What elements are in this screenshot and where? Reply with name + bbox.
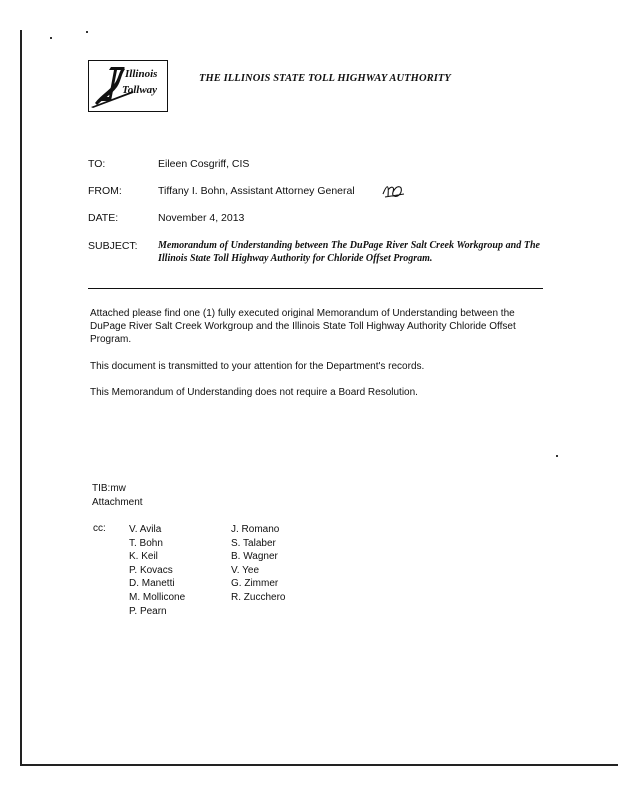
typist-initials: TIB:mw — [92, 483, 126, 494]
body-paragraph-1: Attached please find one (1) fully executed original Memorandum of Understanding between the DuPage River Salt Creek Workgroup and the Illinois State Toll Highway Authority Chloride Offset Program. — [90, 308, 516, 345]
initials-signature — [381, 180, 407, 200]
scan-speck — [50, 37, 52, 39]
cc-column-1 — [129, 523, 185, 618]
scan-speck — [86, 31, 88, 33]
cc-recipient: B. Wagner — [231, 551, 278, 563]
cc-recipient: V. Avila — [129, 524, 162, 535]
cc-recipient: K. Keil — [129, 551, 158, 563]
body-paragraph-2: This document is transmitted to your attention for the Department's records. — [90, 361, 425, 372]
cc-column-2 — [231, 523, 285, 605]
from-value: Tiffany I. Bohn, Assistant Attorney General — [158, 185, 355, 197]
cc-recipient: M. Mollicone — [129, 591, 186, 603]
cc-recipient: D. Manetti — [129, 578, 175, 590]
header-divider — [88, 288, 543, 289]
cc-recipient: J. Romano — [231, 524, 280, 535]
subject-label: SUBJECT: — [88, 240, 138, 252]
logo-text-line2: Tollway — [122, 84, 158, 96]
body-paragraph-3: This Memorandum of Understanding does not require a Board Resolution. — [90, 387, 418, 398]
cc-recipient: S. Talaber — [231, 537, 276, 549]
date-value: November 4, 2013 — [158, 212, 245, 224]
cc-recipient: R. Zucchero — [231, 591, 286, 603]
agency-name: THE ILLINOIS STATE TOLL HIGHWAY AUTHORITY — [199, 73, 451, 84]
cc-label: cc: — [93, 523, 106, 534]
scan-border-left — [20, 30, 22, 765]
scan-border-bottom — [20, 764, 618, 766]
cc-recipient: G. Zimmer — [231, 578, 279, 590]
logo-text-line1: Illinois — [125, 68, 158, 80]
cc-recipient: P. Kovacs — [129, 564, 173, 576]
subject-value: Memorandum of Understanding between The DuPage River Salt Creek Workgroup and The Illinois State Toll Highway Authority for Chloride Offset Program. — [158, 240, 540, 264]
cc-recipient: T. Bohn — [129, 537, 163, 549]
to-label: TO: — [88, 158, 106, 170]
cc-recipient: P. Pearn — [129, 605, 167, 617]
tollway-logo — [88, 60, 168, 112]
to-value: Eileen Cosgriff, CIS — [158, 158, 250, 170]
date-label: DATE: — [88, 212, 119, 224]
from-label: FROM: — [88, 185, 122, 197]
cc-recipient: V. Yee — [231, 564, 260, 576]
scan-speck — [556, 455, 558, 457]
attachment-note: Attachment — [92, 497, 143, 508]
